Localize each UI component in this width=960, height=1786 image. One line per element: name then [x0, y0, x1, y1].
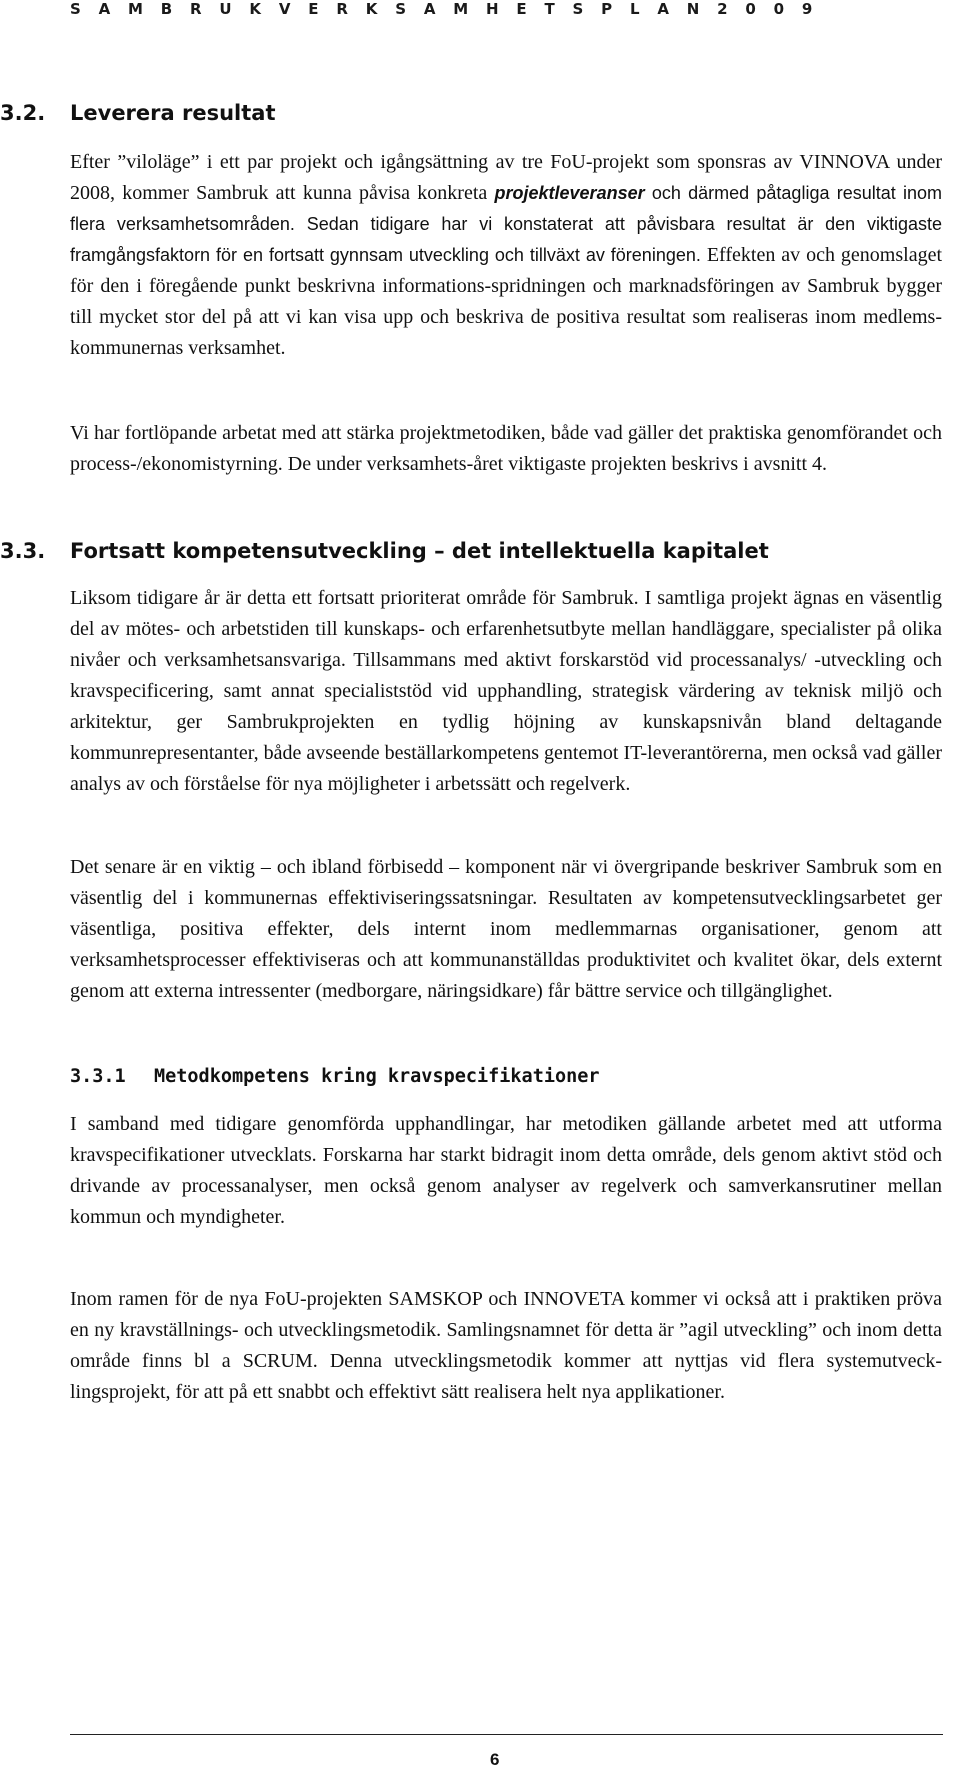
- paragraph-3-2-1: [70, 147, 942, 364]
- paragraph-text: Efter ”viloläge” i ett par projekt och igångsättning av tre FoU-projekt som sponsras av VINNOVA under 2008, kommer Sambruk att kunna påvisa konkreta: [70, 151, 942, 204]
- paragraph-3-2-2: Vi har fortlöpande arbetat med att stärka projektmetodiken, både vad gäller det praktiska genomförandet och process-/ekonomistyrning. De under verksamhets-året viktigaste projekten beskrivs i avsnitt 4.: [70, 422, 942, 475]
- paragraph-3-3-2: Det senare är en viktig – och ibland förbisedd – komponent när vi övergripande beskriver Sambruk som en väsentlig del i kommunernas effektiviseringssatsningar. Resultaten av kompetensutvecklingsarbetet ger väsentliga, positiva effekter, dels internt inom medlemmarnas organisationer, genom att verksamhetsprocesser effektiviseras och att kommunanställdas produktivitet och kvalitet ökar, dels externt genom att externa intressenter (medborgare, näringsidkare) får bättre service och tillgänglighet.: [70, 856, 942, 1002]
- section-number: 3.2.: [0, 101, 46, 125]
- section-title: Fortsatt kompetensutveckling – det intellektuella kapitalet: [70, 539, 769, 563]
- paragraph-text-sans: Sedan tidigare har vi konstaterat att påvisbara resultat är den viktigaste framgångsfaktorn för en fortsatt gynnsam utveckling och tillväxt av föreningen.: [70, 214, 943, 265]
- section-number: 3.3.: [0, 539, 46, 563]
- running-header: S A M B R U K V E R K S A M H E T S P L A N 2 0 0 9: [70, 0, 819, 18]
- footer-divider: [70, 1734, 943, 1735]
- emphasis-text: projektleveranser: [494, 183, 645, 203]
- paragraph-3-3-1-1: I samband med tidigare genomförda upphandlingar, har metodiken gällande arbetet med att utforma kravspecifikationer utvecklats. Forskarna har starkt bidragit inom detta område, dels genom aktivt stöd och drivande av processanalyser, men också genom analyser av regelverk och samverkansrutiner mellan kommun och myndigheter.: [70, 1113, 942, 1228]
- paragraph-3-3-1-2: Inom ramen för de nya FoU-projekten SAMSKOP och INNOVETA kommer vi också att i praktiken pröva en ny kravställnings- och utvecklingsmetodik. Samlingsnamnet för detta är ”agil utveckling” och inom detta område finns bl a SCRUM. Denna utvecklingsmetodik kommer att nyttjas vid flera systemutveck-lingsprojekt, för att på ett snabbt och effektivt sätt realisera helt nya applikationer.: [70, 1288, 942, 1403]
- paragraph-text: Effekten av och genomslaget för den i föregående punkt beskrivna informations-spridningen och marknadsföringen av Sambruk bygger till mycket stor del på att vi kan visa upp och beskriva de positiva resultat som realiseras inom medlems-kommunernas verksamhet.: [70, 244, 943, 359]
- section-title: Leverera resultat: [70, 101, 276, 125]
- paragraph-text-sans: och därmed påtagliga resultat inom flera verksamhetsområden.: [70, 183, 942, 234]
- page-number: 6: [490, 1750, 500, 1769]
- subsection-number: 3.3.1: [70, 1066, 126, 1087]
- paragraph-3-3-1: Liksom tidigare år är detta ett fortsatt prioriterat område för Sambruk. I samtliga projekt ägnas en väsentlig del av mötes- och arbetstiden till kunskaps- och erfarenhetsutbyte mellan handläggare, specialister på olika nivåer och verksamhetsansvariga. Tillsammans med aktivt forskarstöd vid processanalys/ -utveckling och kravspecificering, samt annat specialiststöd vid upphandling, strategisk värdering av teknisk miljö och arkitektur, ger Sambrukprojekten en tydlig höjning av kunskapsnivån bland deltagande kommunrepresentanter, både avseende beställarkompetens gentemot IT-leverantörerna, men också vad gäller analys av och förståelse för nya möjligheter i arbetssätt och regelverk.: [70, 587, 942, 795]
- subsection-title: Metodkompetens kring kravspecifikationer: [154, 1066, 600, 1087]
